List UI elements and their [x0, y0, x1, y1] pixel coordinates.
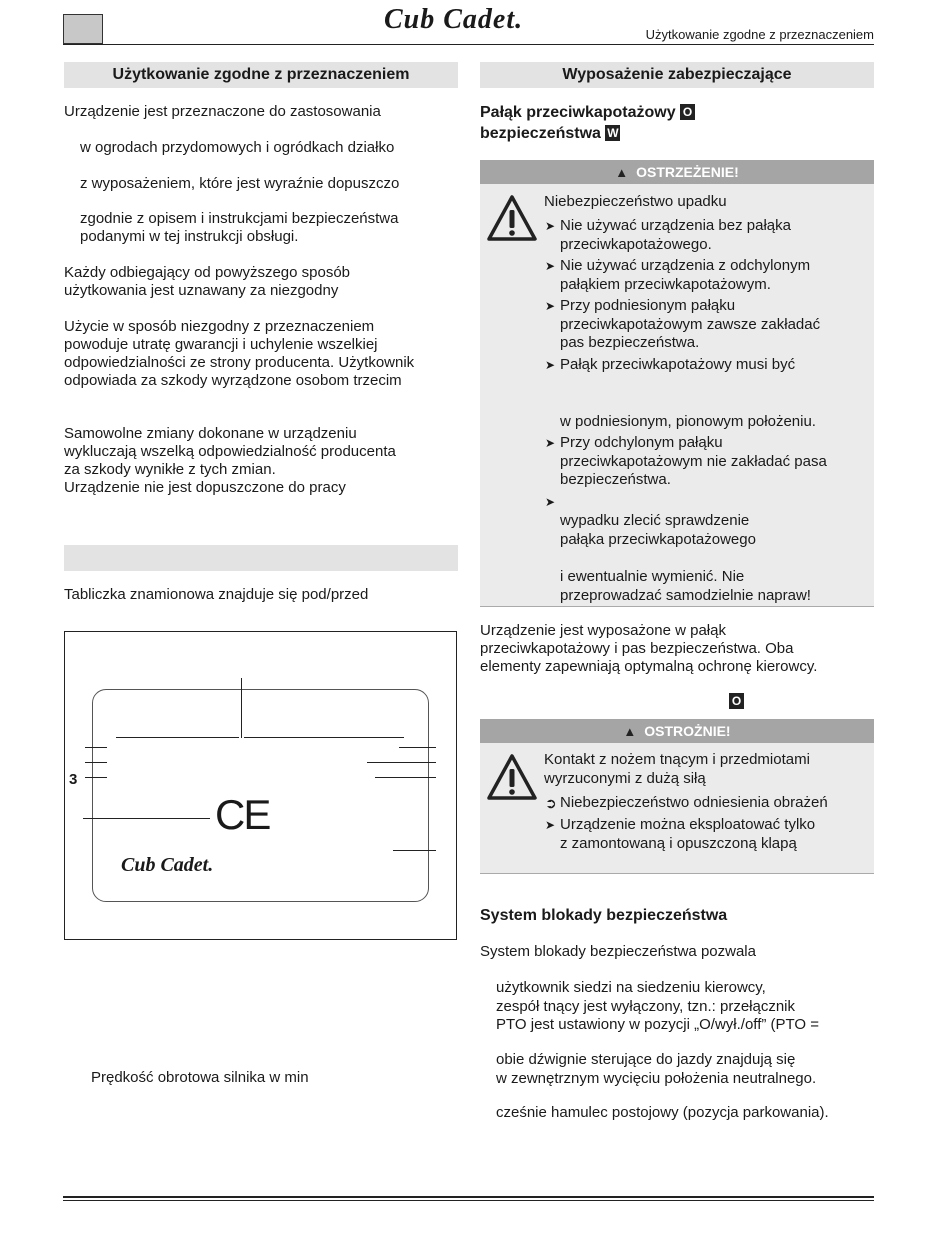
callout-line	[367, 762, 436, 763]
section-title-intended-use: Użytkowanie zgodne z przeznaczeniem	[64, 62, 458, 88]
callout-line	[375, 777, 436, 778]
item-line: z zamontowaną i opuszczoną klapą	[560, 834, 797, 852]
paragraph-line: przeciwkapotażowy i pas bezpieczeństwa. Oba	[480, 640, 794, 657]
callout-line	[399, 747, 436, 748]
badge-o: O	[680, 104, 695, 120]
subheading-line: bezpieczeństwa	[480, 125, 601, 142]
warning-item	[545, 297, 821, 353]
arrow-bullet-icon: ➤	[545, 818, 556, 832]
caution-box	[480, 719, 874, 874]
item-line: PTO jest ustawiony w pozycji „O/wył./off” (PTO =	[496, 1016, 820, 1033]
brand-logo: Cub Cadet.	[384, 4, 524, 35]
arrow-bullet-icon: ➤	[545, 436, 556, 450]
section-title-empty	[64, 545, 458, 571]
header-rule	[63, 44, 874, 45]
lead-line: wyrzuconymi z dużą siłą	[544, 769, 706, 787]
list-item: zgodnie z opisem i instrukcjami bezpieczeństwa	[80, 210, 399, 227]
badge-o: O	[729, 693, 744, 709]
item-line: przeciwkapotażowym zawsze zakładać	[560, 315, 821, 333]
warning-box	[480, 160, 874, 607]
subheading-lock-system: System blokady bezpieczeństwa	[480, 907, 728, 924]
warning-item	[545, 217, 791, 254]
list-item: w ogrodach przydomowych i ogródkach działko	[80, 139, 395, 156]
paragraph-line: Użycie w sposób niezgodny z przeznaczeniem	[64, 318, 375, 335]
warning-item	[545, 257, 811, 294]
paragraph-line: Każdy odbiegający od powyższego sposób	[64, 264, 351, 281]
lead-line: Kontakt z nożem tnącym i przedmiotami	[544, 751, 810, 768]
warning-item-cont	[560, 568, 811, 605]
item-line: pałąkiem przeciwkapotażowym.	[560, 275, 771, 293]
page-number-box	[63, 14, 103, 44]
callout-line	[244, 737, 404, 738]
caution-title: OSTROŻNIE!	[644, 723, 731, 739]
footer-rule	[63, 1200, 874, 1201]
list-item: cześnie hamulec postojowy (pozycja parkowania).	[496, 1104, 829, 1121]
paragraph-line: elementy zapewniają optymalną ochronę kierowcy.	[480, 658, 818, 675]
arrow-bullet-icon: ➤	[545, 495, 556, 509]
list-item: podanymi w tej instrukcji obsługi.	[80, 228, 299, 245]
paragraph-line: odpowiedzialności ze strony producenta. Użytkownik	[64, 354, 415, 371]
callout-line	[85, 747, 107, 748]
speed-text: Prędkość obrotowa silnika w min	[91, 1069, 309, 1086]
warning-icon: ▲	[615, 165, 629, 180]
warning-lead: Niebezpieczeństwo upadku	[544, 193, 727, 210]
paragraph-line: Samowolne zmiany dokonane w urządzeniu	[64, 425, 357, 442]
arrow-bullet-icon: ➤	[545, 299, 556, 313]
paragraph-line: wykluczają wszelką odpowiedzialność producenta	[64, 443, 396, 460]
arrow-right-icon: ➲	[545, 795, 557, 811]
warning-item-cont: w podniesionym, pionowym położeniu.	[560, 413, 816, 430]
item-line: przeprowadzać samodzielnie napraw!	[560, 586, 811, 604]
subheading-rollbar	[480, 102, 695, 144]
running-title: Użytkowanie zgodne z przeznaczeniem	[645, 27, 874, 42]
badge-w: W	[607, 126, 619, 140]
nameplate-brand-logo: Cub Cadet.	[121, 854, 214, 876]
footer-rule	[63, 1196, 874, 1198]
intro-text: Urządzenie jest przeznaczone do zastosowania	[64, 103, 381, 120]
paragraph-line: powoduje utratę gwarancji i uchylenie wszelkiej	[64, 336, 378, 353]
arrow-bullet-icon: ➤	[545, 259, 556, 273]
caution-header	[480, 719, 874, 743]
result-line: Niebezpieczeństwo odniesienia obrażeń	[560, 794, 828, 811]
warning-title: OSTRZEŻENIE!	[636, 164, 739, 180]
paragraph-line: Urządzenie jest wyposażone w pałąk	[480, 622, 726, 639]
warning-triangle-icon	[486, 194, 538, 242]
warning-triangle-icon	[486, 753, 538, 801]
list-item	[496, 1051, 816, 1088]
nameplate-text: Tabliczka znamionowa znajduje się pod/przed	[64, 586, 369, 603]
item-line: bezpieczeństwa.	[560, 471, 671, 488]
paragraph-line: Urządzenie nie jest dopuszczone do pracy	[64, 479, 346, 496]
callout-line	[116, 737, 239, 738]
callout-line	[393, 850, 436, 851]
item-line: przeciwkapotażowego.	[560, 235, 712, 253]
item-line: pałąka przeciwkapotażowego	[560, 530, 756, 548]
nameplate-figure	[64, 631, 457, 940]
item-line: pas bezpieczeństwa.	[560, 334, 700, 351]
ce-mark: CE	[215, 791, 270, 838]
item-line: obie dźwignie sterujące do jazdy znajdują się	[496, 1051, 796, 1068]
section-title-safety-equipment: Wyposażenie zabezpieczające	[480, 62, 874, 88]
list-item: z wyposażeniem, które jest wyraźnie dopuszczo	[80, 175, 400, 192]
callout-line	[85, 777, 107, 778]
arrow-bullet-icon: ➤	[545, 219, 556, 233]
arrow-bullet-icon: ➤	[545, 358, 556, 372]
item-line: wypadku zlecić sprawdzenie	[560, 512, 750, 529]
warning-item	[545, 356, 796, 375]
caution-lead	[544, 751, 810, 788]
item-line: Przy podniesionym pałąku	[560, 297, 736, 314]
item-line: zespół tnący jest wyłączony, tzn.: przełącznik	[496, 997, 796, 1015]
callout-line	[83, 818, 210, 819]
paragraph-line: użytkowania jest uznawany za niezgodny	[64, 282, 339, 299]
paragraph-line: odpowiada za szkody wyrządzone osobom trzecim	[64, 372, 402, 389]
warning-header	[480, 160, 874, 184]
callout-line	[85, 762, 107, 763]
warning-item-cont	[560, 512, 756, 549]
item-line: w zewnętrznym wycięciu położenia neutralnego.	[496, 1069, 817, 1087]
item-line: Pałąk przeciwkapotażowy musi być	[560, 356, 796, 373]
lock-intro: System blokady bezpieczeństwa pozwala	[480, 943, 756, 960]
item-line: Nie używać urządzenia bez pałąka	[560, 217, 791, 234]
item-line: użytkownik siedzi na siedzeniu kierowcy,	[496, 979, 766, 996]
item-line: przeciwkapotażowym nie zakładać pasa	[560, 452, 827, 470]
list-item	[496, 979, 819, 1035]
caution-item	[545, 816, 816, 853]
warning-icon: ▲	[623, 724, 637, 739]
callout-label: 3	[69, 771, 78, 788]
warning-item	[545, 434, 827, 490]
item-line: Przy odchylonym pałąku	[560, 434, 723, 451]
paragraph-line: za szkody wynikłe z tych zmian.	[64, 461, 276, 478]
item-line: Nie używać urządzenia z odchylonym	[560, 257, 811, 274]
item-line: i ewentualnie wymienić. Nie	[560, 568, 745, 585]
item-line: Urządzenie można eksploatować tylko	[560, 816, 816, 833]
callout-line	[241, 678, 242, 738]
subheading-line: Pałąk przeciwkapotażowy	[480, 104, 676, 121]
caution-result	[545, 794, 828, 813]
